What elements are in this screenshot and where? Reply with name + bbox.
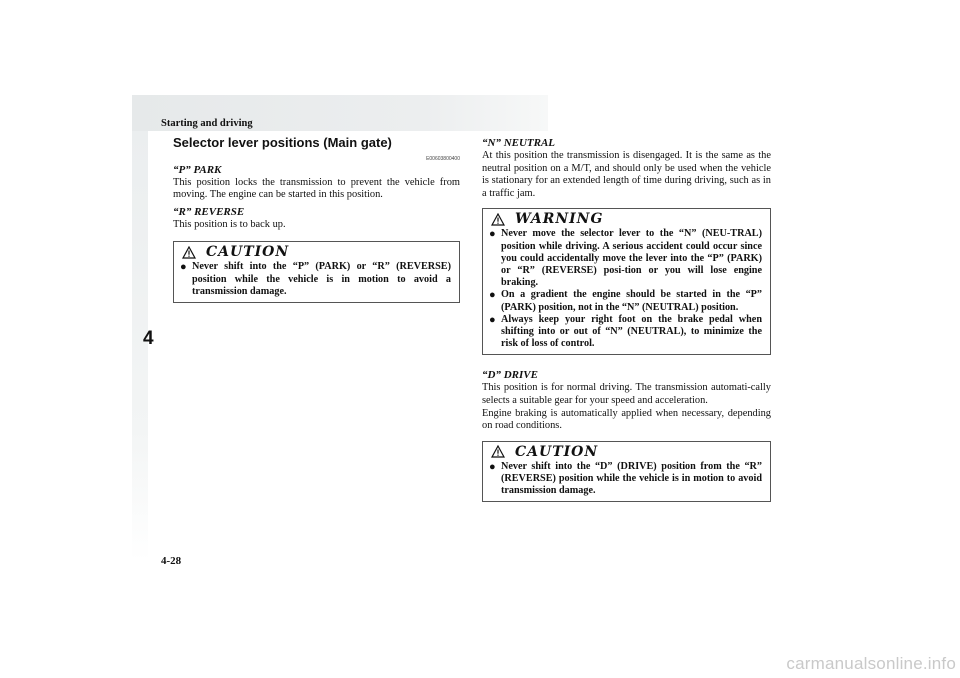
warning-item-text: Never move the selector lever to the “N” (NEU-TRAL) position while driving. A serious accident could occur since you could accidentally move the lever into the “P” (PARK) or “R” (REVERSE) posi-tion or you will lose engine braking.	[501, 228, 762, 289]
warning-triangle-icon	[182, 246, 196, 259]
neutral-text: At this position the transmission is disengaged. It is the same as the neutral position on a M/T, and should only be used when the vehicle is stationary for an extended length of time during driving, such as in a traffic jam.	[482, 150, 771, 199]
warning-header	[483, 209, 770, 228]
caution-item	[174, 261, 459, 298]
caution-item-text: Never shift into the “D” (DRIVE) position from the “R” (REVERSE) position while the vehicle is in motion to avoid transmission damage.	[501, 460, 762, 497]
chapter-number: 4	[143, 328, 154, 349]
caution-box-right	[482, 441, 771, 503]
page-number: 4-28	[161, 555, 182, 567]
section-title	[173, 135, 460, 162]
warning-item	[483, 289, 770, 313]
park-heading: “P” PARK	[173, 163, 222, 176]
right-column	[482, 137, 771, 502]
warning-triangle-icon	[491, 445, 505, 458]
caution-box-left	[173, 241, 460, 303]
reverse-heading: “R” REVERSE	[173, 205, 245, 218]
bullet-icon: ●	[180, 261, 187, 274]
warning-label: WARNING	[515, 211, 604, 228]
warning-item-text: Always keep your right foot on the brake pedal when shifting into or out of “N” (NEUTRAL), to minimize the risk of loss of control.	[501, 313, 762, 350]
bullet-icon: ●	[489, 228, 496, 241]
caution-label: CAUTION	[515, 443, 599, 460]
drive-text-1: This position is for normal driving. The transmission automati-cally selects a suitable gear for your speed and acceleration.	[482, 382, 771, 406]
watermark: carmanualsonline.info	[786, 654, 956, 673]
caution-header	[174, 242, 459, 261]
caution-item-text: Never shift into the “P” (PARK) or “R” (REVERSE) position while the vehicle is in motion to avoid a transmission damage.	[192, 261, 451, 297]
park-text: This position locks the transmission to prevent the vehicle from moving. The engine can be started in this position.	[173, 176, 460, 201]
drive-text-2: Engine braking is automatically applied when necessary, depending on road conditions.	[482, 407, 771, 432]
warning-item	[483, 314, 770, 351]
warning-item-text: On a gradient the engine should be started in the “P” (PARK) position, not in the “N” (NEUTRAL) position.	[501, 289, 762, 313]
section-title-text: Selector lever positions (Main gate)	[173, 135, 392, 150]
left-column	[173, 137, 460, 303]
running-header: Starting and driving	[161, 118, 253, 129]
warning-box	[482, 208, 771, 355]
caution-header	[483, 442, 770, 461]
warning-item	[483, 228, 770, 289]
section-code: E00603800400	[426, 156, 460, 162]
caution-label: CAUTION	[206, 244, 290, 261]
warning-triangle-icon	[491, 213, 505, 226]
drive-heading: “D” DRIVE	[482, 369, 538, 382]
reverse-text: This position is to back up.	[173, 218, 286, 230]
bullet-icon: ●	[489, 289, 496, 302]
caution-item	[483, 461, 770, 498]
neutral-heading: “N” NEUTRAL	[482, 137, 556, 149]
bullet-icon: ●	[489, 313, 496, 326]
bullet-icon: ●	[489, 460, 496, 473]
